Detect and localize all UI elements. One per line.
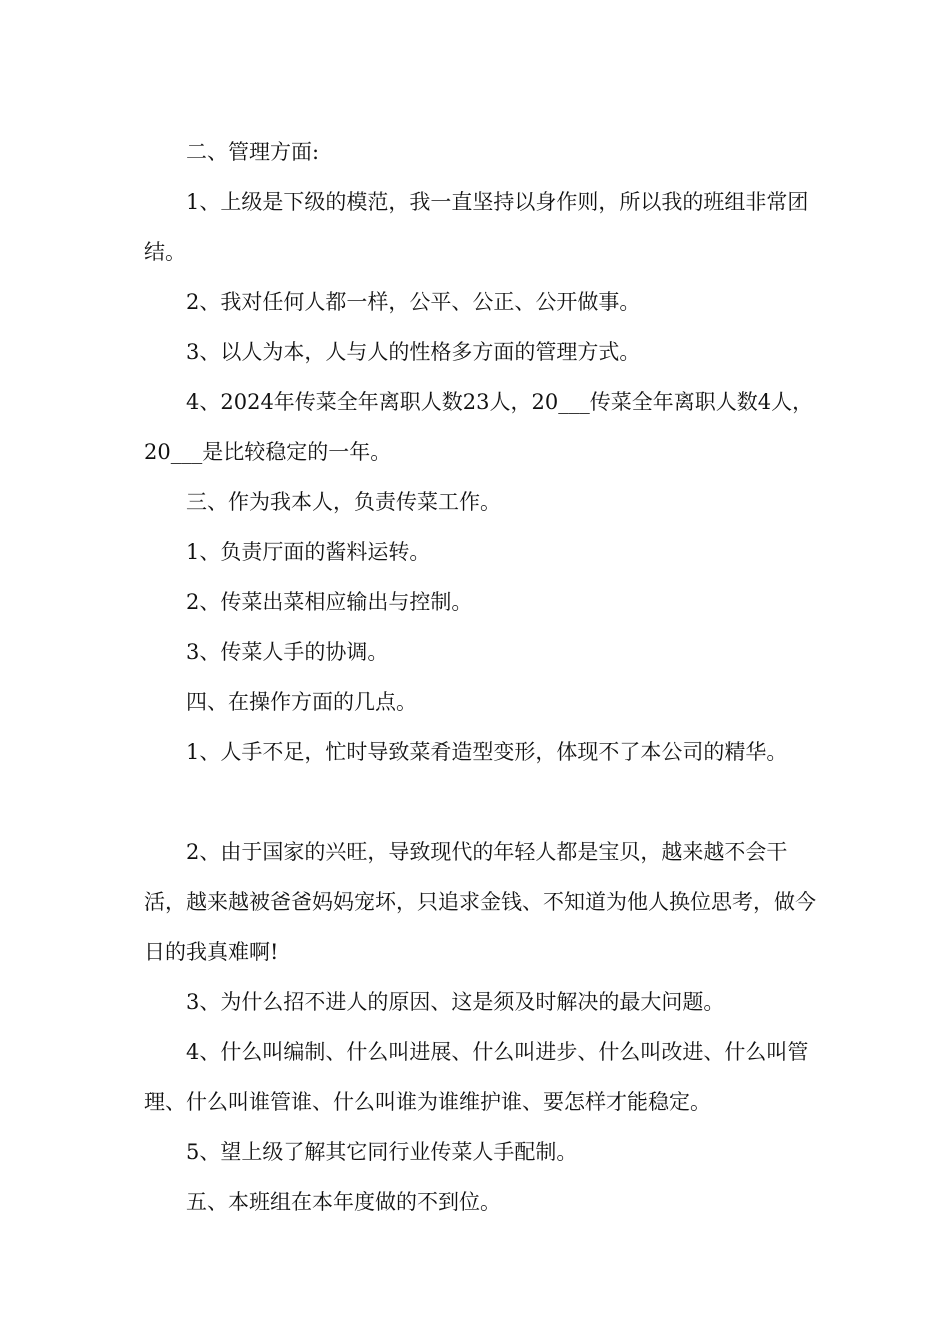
paragraph: 2、由于国家的兴旺，导致现代的年轻人都是宝贝，越来越不会干活，越来越被爸爸妈妈宠坏，只追求金钱、不知道为他人换位思考，做今日的我真难啊!: [144, 840, 816, 964]
section-heading-operation: 四、在操作方面的几点。: [186, 690, 417, 714]
section-heading-shortcomings: 五、本班组在本年度做的不到位。: [186, 1190, 501, 1214]
paragraph: 2、我对任何人都一样，公平、公正、公开做事。: [186, 290, 641, 314]
paragraph: 2、传菜出菜相应输出与控制。: [186, 590, 473, 614]
paragraph: 3、以人为本，人与人的性格多方面的管理方式。: [186, 340, 641, 364]
document-body: [144, 127, 824, 1227]
section-heading-management: 二、管理方面:: [186, 140, 320, 164]
paragraph: 5、望上级了解其它同行业传菜人手配制。: [186, 1140, 578, 1164]
paragraph: 4、什么叫编制、什么叫进展、什么叫进步、什么叫改进、什么叫管理、什么叫谁管谁、什么叫谁为谁维护谁、要怎样才能稳定。: [144, 1040, 809, 1114]
blank-line: [144, 777, 824, 827]
paragraph: 3、传菜人手的协调。: [186, 640, 389, 664]
paragraph: 1、上级是下级的模范，我一直坚持以身作则，所以我的班组非常团结。: [144, 190, 809, 264]
paragraph: 1、人手不足，忙时导致菜肴造型变形，体现不了本公司的精华。: [186, 740, 788, 764]
paragraph: 3、为什么招不进人的原因、这是须及时解决的最大问题。: [186, 990, 725, 1014]
paragraph: 4、2024年传菜全年离职人数23人，20___传菜全年离职人数4人，20___是比较稳定的一年。: [144, 390, 814, 464]
section-heading-personal: 三、作为我本人，负责传菜工作。: [186, 490, 501, 514]
paragraph: 1、负责厅面的酱料运转。: [186, 540, 431, 564]
